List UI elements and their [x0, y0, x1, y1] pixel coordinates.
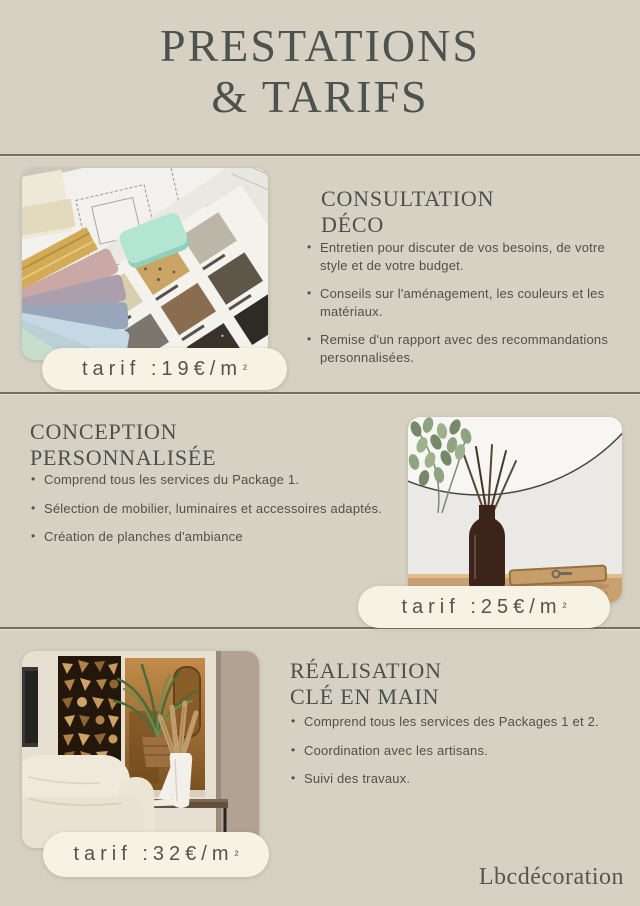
bullet-list-conception	[30, 471, 386, 557]
bullet-item: • Suivi des travaux.	[290, 770, 635, 788]
bullet-item: • Conseils sur l'aménagement, les couleurs et les matériaux.	[306, 285, 622, 320]
page-title-line2: & TARIFS	[211, 71, 429, 122]
brand-logo: Lbcdécoration	[478, 864, 624, 890]
bullet-item: • Comprend tous les services des Packages 1 et 2.	[290, 713, 635, 731]
price-pill-consultation: tarif :19€/m ²	[42, 348, 287, 390]
bullet-item: • Création de planches d'ambiance	[30, 528, 386, 546]
section-heading-realisation	[290, 658, 442, 710]
photo-color-swatches	[22, 168, 268, 360]
photo-round-mirror	[408, 417, 622, 603]
heading-line2: PERSONNALISÉE	[30, 445, 217, 470]
bullet-item: • Entretien pour discuter de vos besoins, de votre style et de votre budget.	[306, 239, 622, 274]
price-text: tarif :32€/m	[73, 843, 234, 865]
bullet-list-consultation	[306, 239, 622, 377]
price-text: tarif :19€/m	[81, 357, 243, 380]
bullet-item: • Sélection de mobilier, luminaires et accessoires adaptés.	[30, 500, 386, 518]
heading-line2: CLÉ EN MAIN	[290, 684, 440, 709]
price-pill-conception: tarif :25€/m ²	[358, 586, 610, 628]
section-divider	[0, 154, 640, 156]
heading-line2: DÉCO	[321, 212, 385, 237]
heading-line1: CONCEPTION	[30, 419, 178, 444]
bullet-item: • Comprend tous les services du Package 1.	[30, 471, 386, 489]
living-room-illustration	[22, 651, 259, 848]
heading-line1: RÉALISATION	[290, 658, 442, 683]
bullet-list-realisation	[290, 713, 635, 799]
section-divider	[0, 392, 640, 394]
section-heading-conception	[30, 419, 216, 471]
page-title-line1: PRESTATIONS	[160, 20, 480, 71]
heading-line1: CONSULTATION	[321, 186, 495, 211]
bullet-item: • Coordination avec les artisans.	[290, 742, 635, 760]
color-swatches-illustration	[22, 168, 268, 360]
price-pill-realisation: tarif :32€/m ²	[43, 832, 269, 877]
section-heading-consultation	[321, 186, 494, 238]
price-text: tarif :25€/m	[401, 595, 562, 618]
bullet-item: • Remise d'un rapport avec des recommandations personnalisées.	[306, 331, 622, 366]
mirror-illustration	[408, 417, 622, 603]
page-title	[0, 20, 640, 122]
photo-living-room	[22, 651, 259, 848]
